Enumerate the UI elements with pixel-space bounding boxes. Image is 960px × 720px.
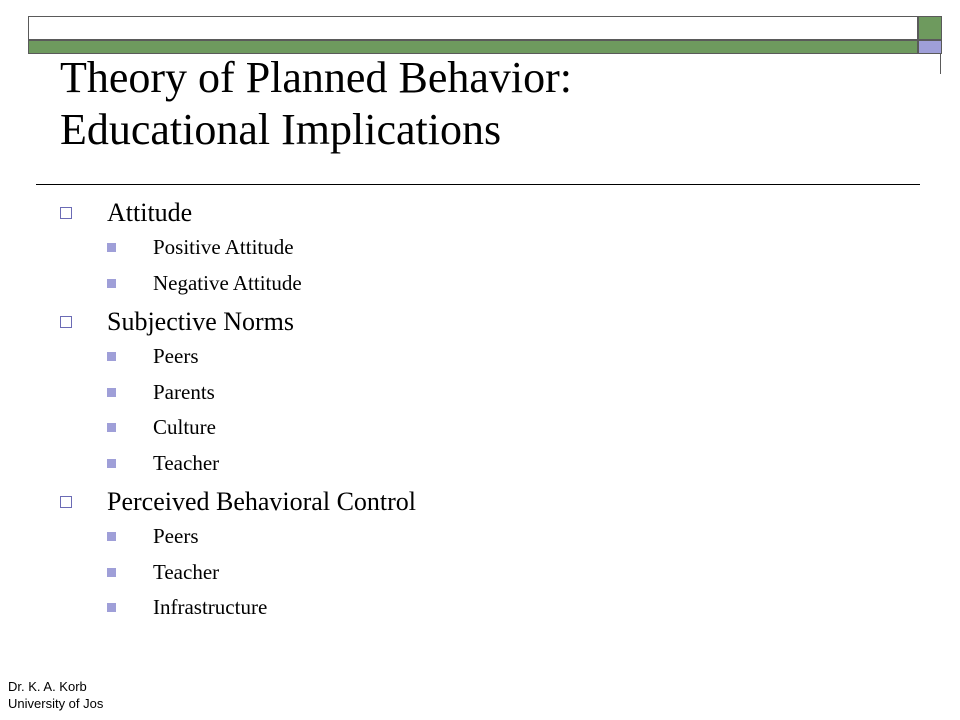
filled-square-icon <box>107 352 116 361</box>
list-item <box>107 375 910 411</box>
list-item <box>107 519 910 555</box>
filled-square-icon <box>107 279 116 288</box>
list-item-label: Infrastructure <box>153 595 268 619</box>
section-perceived-behavioral-control <box>60 485 910 626</box>
hollow-square-icon <box>60 207 72 219</box>
list-item-label: Teacher <box>153 559 220 584</box>
list-item-label: Parents <box>153 379 215 404</box>
header-vertical-rule <box>940 54 941 74</box>
section-attitude <box>60 196 910 301</box>
section-label: Perceived Behavioral Control <box>107 487 417 516</box>
bullet-list <box>60 196 910 626</box>
filled-square-icon <box>107 243 116 252</box>
list-item <box>107 555 910 591</box>
section-subjective-norms <box>60 305 910 481</box>
list-item <box>107 266 910 302</box>
title-divider <box>36 184 920 185</box>
sub-list <box>107 339 910 481</box>
header-band-top <box>28 16 918 40</box>
list-item-label: Negative Attitude <box>153 270 302 295</box>
filled-square-icon <box>107 532 116 541</box>
list-item <box>107 230 910 266</box>
footer-institution: University of Jos <box>8 696 104 711</box>
section-label: Attitude <box>107 198 193 227</box>
list-item <box>107 590 910 626</box>
list-item <box>107 446 910 482</box>
list-item-label: Positive Attitude <box>153 235 294 259</box>
sub-list <box>107 519 910 626</box>
header-square-blue <box>918 40 942 54</box>
slide-title <box>60 52 910 156</box>
header-square-green <box>918 16 942 40</box>
filled-square-icon <box>107 423 116 432</box>
list-item-label: Peers <box>153 344 199 368</box>
footer-credit <box>8 678 103 712</box>
filled-square-icon <box>107 459 116 468</box>
slide-title-line1: Theory of Planned Behavior: <box>60 53 572 102</box>
list-item <box>107 410 910 446</box>
hollow-square-icon <box>60 316 72 328</box>
filled-square-icon <box>107 603 116 612</box>
list-item-label: Teacher <box>153 450 220 475</box>
list-item-label: Peers <box>153 524 199 548</box>
list-item <box>107 339 910 375</box>
hollow-square-icon <box>60 496 72 508</box>
filled-square-icon <box>107 568 116 577</box>
slide-title-line2: Educational Implications <box>60 105 502 154</box>
footer-author: Dr. K. A. Korb <box>8 679 87 694</box>
list-item-label: Culture <box>153 415 216 439</box>
filled-square-icon <box>107 388 116 397</box>
section-label: Subjective Norms <box>107 307 295 336</box>
sub-list <box>107 230 910 301</box>
